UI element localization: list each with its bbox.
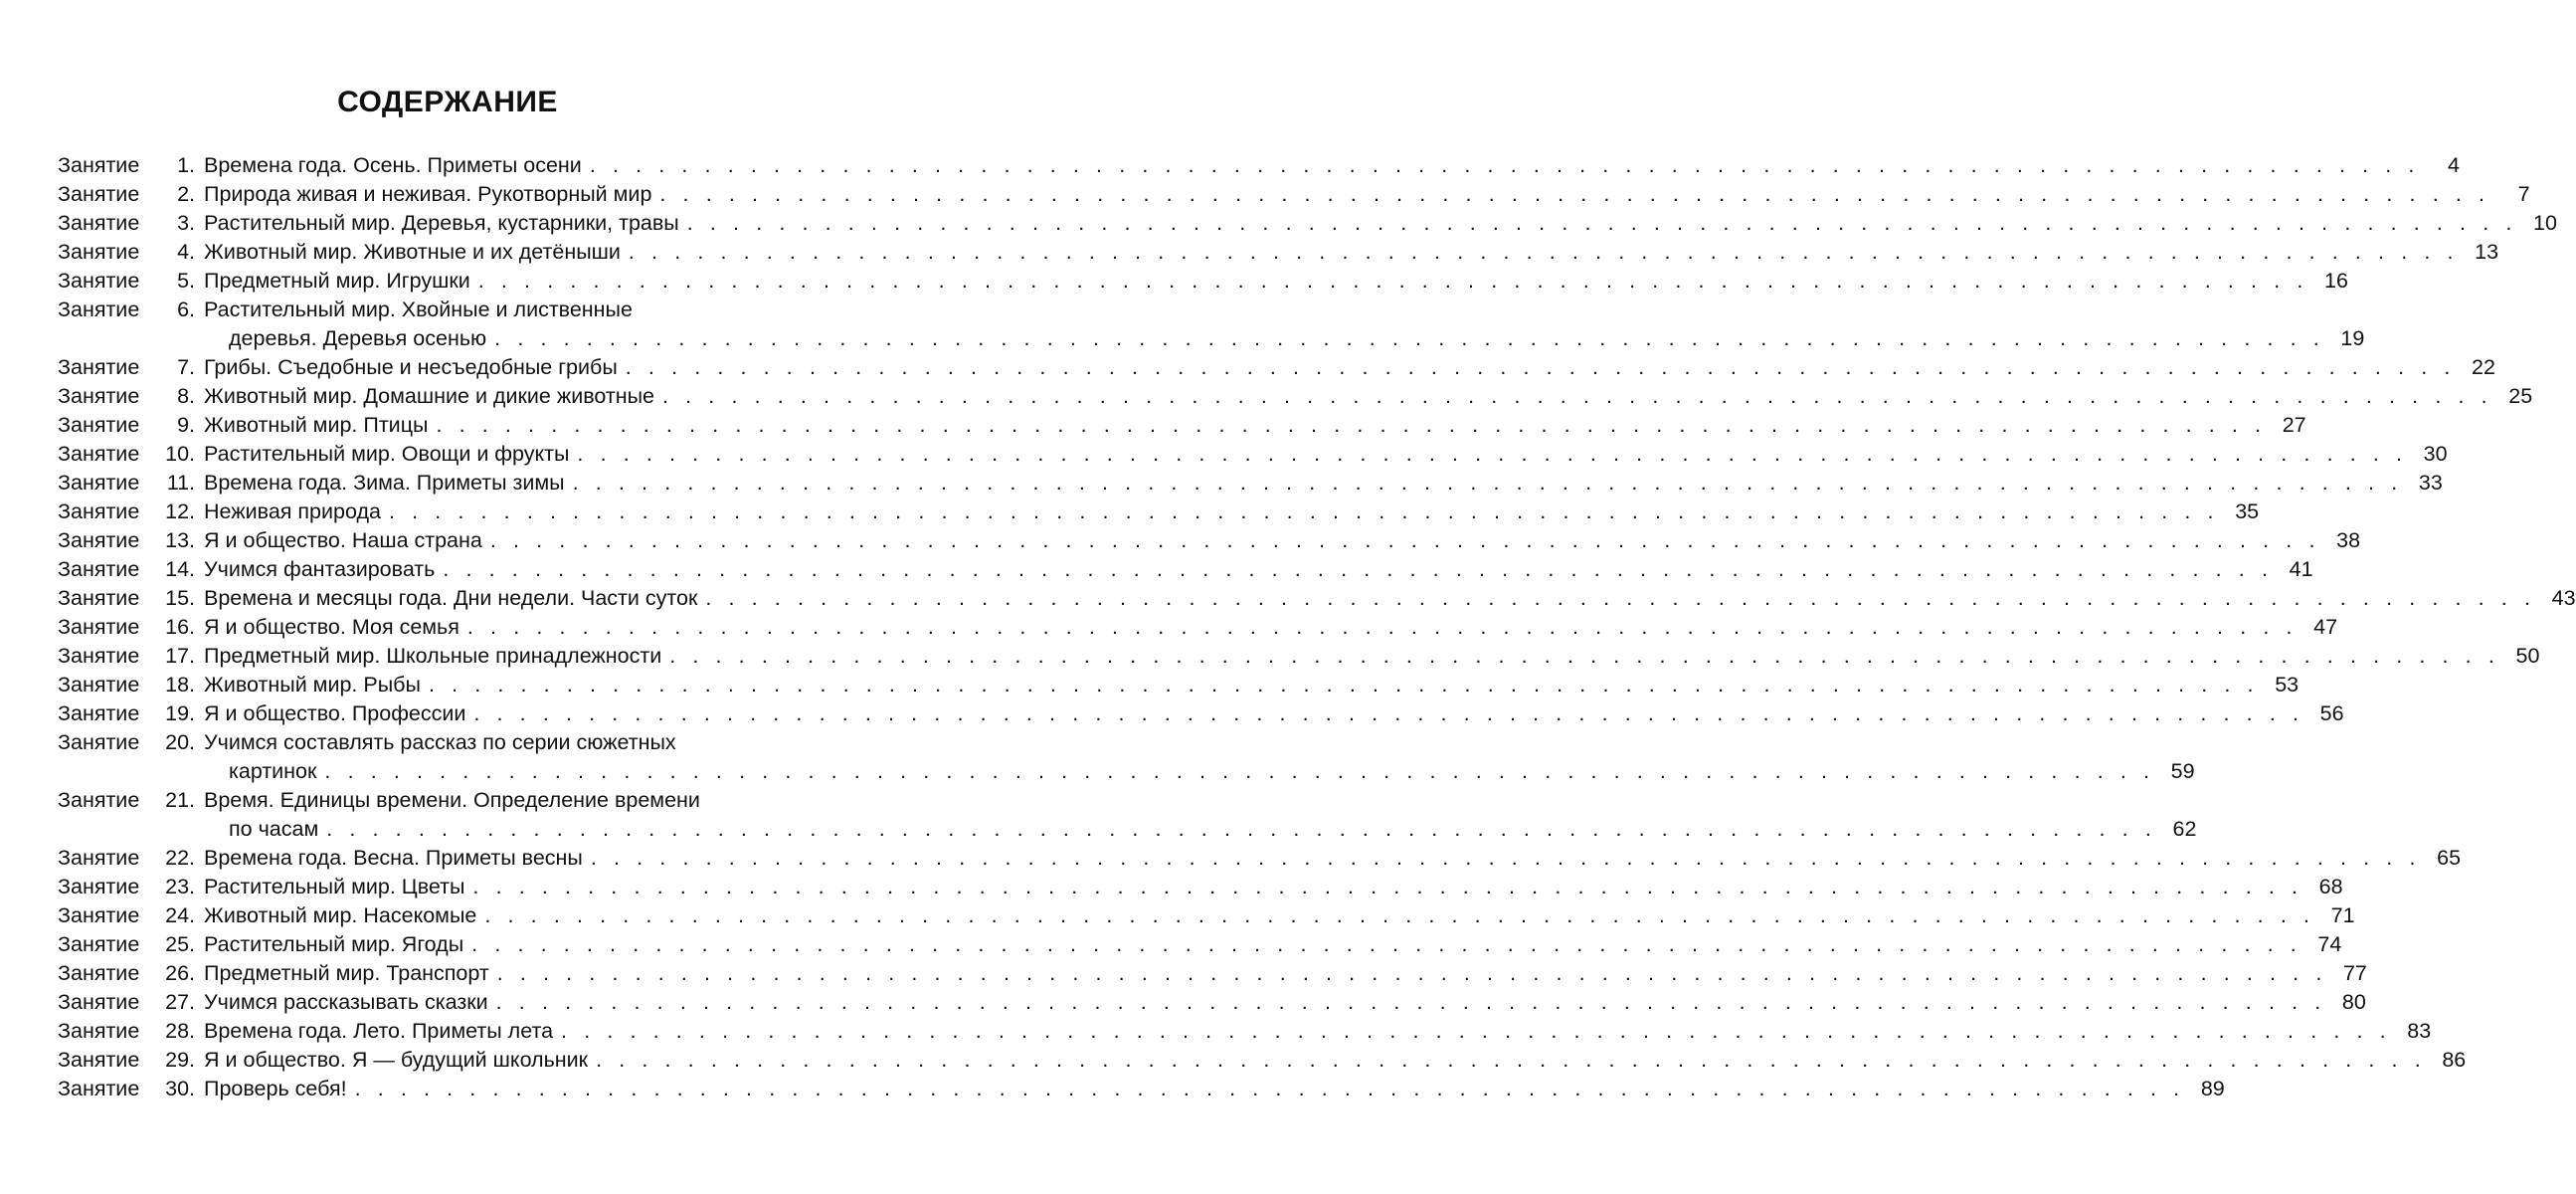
entry-number: 19.	[165, 701, 195, 725]
dot-leader: . . . . . . . . . . . . . . . . . . . . . . . . . . . . . . . . . . . . . . . . . . . . . . . . . . . . . . . . . . . . . . . . . . . . . . . . . . . . . . . .	[628, 240, 2460, 264]
entry-number: 22.	[165, 846, 195, 870]
entry-label: Занятие	[58, 730, 140, 754]
toc-entry	[58, 1075, 2225, 1103]
entry-number: 23.	[165, 875, 195, 898]
toc-entry	[58, 353, 2495, 382]
entry-page-number: 10	[2533, 211, 2557, 235]
entry-title: Времена и месяцы года. Дни недели. Части суток	[204, 586, 698, 610]
entry-label: Занятие	[58, 182, 140, 206]
toc-entry	[58, 844, 2462, 873]
entry-page-number: 50	[2515, 644, 2540, 668]
entry-number: 24.	[165, 903, 195, 927]
entry-label: Занятие	[58, 932, 140, 956]
entry-title: по часам	[229, 817, 319, 841]
dot-leader: . . . . . . . . . . . . . . . . . . . . . . . . . . . . . . . . . . . . . . . . . . . . . . . . . . . . . . . . . . . . . . . . . . . . . . . . . . . . . . . .	[669, 644, 2500, 668]
dot-leader: . . . . . . . . . . . . . . . . . . . . . . . . . . . . . . . . . . . . . . . . . . . . . . . . . . . . . . . . . . . . . . . . . . . . . . . . . . . . . . . .	[686, 211, 2517, 235]
entry-label: Занятие	[58, 269, 140, 293]
entry-label: Занятие	[58, 701, 140, 725]
entry-label: Занятие	[58, 673, 140, 696]
entry-title: Предметный мир. Игрушки	[204, 269, 470, 293]
entry-label: Занятие	[58, 557, 140, 581]
entry-page-number: 7	[2517, 182, 2530, 206]
entry-label: Занятие	[58, 298, 140, 321]
dot-leader: . . . . . . . . . . . . . . . . . . . . . . . . . . . . . . . . . . . . . . . . . . . . . . . . . . . . . . . . . . . . . . . . . . . . . . . . . . . . . . . .	[443, 557, 2274, 581]
entry-page-number: 47	[2313, 615, 2338, 639]
dot-leader: . . . . . . . . . . . . . . . . . . . . . . . . . . . . . . . . . . . . . . . . . . . . . . . . . . . . . . . . . . . . . . . . . . . . . . . . . . . . . . . .	[625, 355, 2456, 379]
entry-page-number: 68	[2318, 875, 2343, 898]
entry-page-number: 71	[2330, 903, 2355, 927]
dot-leader: . . . . . . . . . . . . . . . . . . . . . . . . . . . . . . . . . . . . . . . . . . . . . . . . . . . . . . . . . . . . . . . . . . . . . . . . . . . . . . . .	[324, 759, 2155, 783]
entry-title: Животный мир. Насекомые	[204, 903, 477, 927]
entry-page-number: 19	[2340, 326, 2365, 350]
page-title: СОДЕРЖАНИЕ	[337, 86, 558, 118]
toc-entry	[58, 728, 837, 757]
toc-entry	[58, 296, 837, 324]
entry-number: 21.	[165, 788, 195, 812]
entry-title: картинок	[229, 759, 317, 783]
toc-entry	[58, 786, 837, 815]
entry-label: Занятие	[58, 211, 140, 235]
entry-label: Занятие	[58, 903, 140, 927]
entry-label: Занятие	[58, 413, 140, 437]
dot-leader: . . . . . . . . . . . . . . . . . . . . . . . . . . . . . . . . . . . . . . . . . . . . . . . . . . . . . . . . . . . . . . . . . . . . . . . . . . . . . . . .	[436, 413, 2267, 437]
entry-title: Я и общество. Моя семья	[204, 615, 460, 639]
entry-number: 12.	[165, 499, 195, 523]
toc-entry-continuation	[58, 324, 2365, 353]
entry-title: Неживая природа	[204, 499, 381, 523]
entry-title: Животный мир. Рыбы	[204, 673, 421, 696]
entry-title: Растительный мир. Овощи и фрукты	[204, 442, 570, 466]
toc-entry-continuation	[58, 815, 2197, 844]
entry-page-number: 65	[2437, 846, 2462, 870]
entry-label: Занятие	[58, 875, 140, 898]
entry-title: Животный мир. Птицы	[204, 413, 429, 437]
entry-number: 14.	[165, 557, 195, 581]
entry-number: 28.	[165, 1019, 195, 1043]
entry-label: Занятие	[58, 990, 140, 1014]
entry-title: Время. Единицы времени. Определение времени	[204, 788, 700, 812]
entry-number: 16.	[165, 615, 195, 639]
dot-leader: . . . . . . . . . . . . . . . . . . . . . . . . . . . . . . . . . . . . . . . . . . . . . . . . . . . . . . . . . . . . . . . . . . . . . . . . . . . . . . . .	[705, 586, 2536, 610]
toc-entry	[58, 699, 2344, 728]
entry-title: Я и общество. Я — будущий школьник	[204, 1048, 589, 1072]
dot-leader: . . . . . . . . . . . . . . . . . . . . . . . . . . . . . . . . . . . . . . . . . . . . . . . . . . . . . . . . . . . . . . . . . . . . . . . . . . . . . . . .	[354, 1077, 2185, 1100]
toc-entry	[58, 873, 2343, 901]
entry-label: Занятие	[58, 355, 140, 379]
entry-label: Занятие	[58, 499, 140, 523]
entry-label: Занятие	[58, 384, 140, 408]
table-of-contents	[58, 151, 2576, 1103]
entry-title: Я и общество. Наша страна	[204, 528, 482, 552]
entry-page-number: 13	[2475, 240, 2499, 264]
entry-number: 5.	[177, 269, 195, 293]
toc-entry	[58, 440, 2448, 469]
entry-label: Занятие	[58, 615, 140, 639]
entry-page-number: 56	[2319, 701, 2344, 725]
toc-entry	[58, 238, 2499, 267]
entry-label: Занятие	[58, 153, 140, 177]
entry-title: Грибы. Съедобные и несъедобные грибы	[204, 355, 618, 379]
entry-page-number: 59	[2170, 759, 2195, 783]
entry-page-number: 25	[2508, 384, 2533, 408]
toc-entry	[58, 959, 2367, 988]
entry-page-number: 33	[2418, 471, 2443, 495]
dot-leader: . . . . . . . . . . . . . . . . . . . . . . . . . . . . . . . . . . . . . . . . . . . . . . . . . . . . . . . . . . . . . . . . . . . . . . . . . . . . . . . .	[484, 903, 2315, 927]
entry-label: Занятие	[58, 961, 140, 985]
entry-page-number: 77	[2342, 961, 2367, 985]
toc-entry	[58, 901, 2355, 930]
toc-entry-continuation	[58, 757, 2195, 786]
entry-label: Занятие	[58, 586, 140, 610]
entry-page-number: 86	[2442, 1048, 2467, 1072]
dot-leader: . . . . . . . . . . . . . . . . . . . . . . . . . . . . . . . . . . . . . . . . . . . . . . . . . . . . . . . . . . . . . . . . . . . . . . . . . . . . . . . .	[572, 471, 2403, 495]
toc-entry	[58, 671, 2300, 699]
dot-leader: . . . . . . . . . . . . . . . . . . . . . . . . . . . . . . . . . . . . . . . . . . . . . . . . . . . . . . . . . . . . . . . . . . . . . . . . . . . . . . . .	[596, 1048, 2427, 1072]
entry-page-number: 4	[2448, 153, 2460, 177]
dot-leader: . . . . . . . . . . . . . . . . . . . . . . . . . . . . . . . . . . . . . . . . . . . . . . . . . . . . . . . . . . . . . . . . . . . . . . . . . . . . . . . .	[659, 182, 2490, 206]
dot-leader: . . . . . . . . . . . . . . . . . . . . . . . . . . . . . . . . . . . . . . . . . . . . . . . . . . . . . . . . . . . . . . . . . . . . . . . . . . . . . . . .	[326, 817, 2157, 841]
entry-number: 29.	[165, 1048, 195, 1072]
entry-title: Времена года. Весна. Приметы весны	[204, 846, 583, 870]
entry-number: 6.	[177, 298, 195, 321]
entry-title: Учимся составлять рассказ по серии сюжетных	[204, 730, 676, 754]
entry-number: 26.	[165, 961, 195, 985]
toc-entry	[58, 555, 2313, 584]
entry-number: 13.	[165, 528, 195, 552]
dot-leader: . . . . . . . . . . . . . . . . . . . . . . . . . . . . . . . . . . . . . . . . . . . . . . . . . . . . . . . . . . . . . . . . . . . . . . . . . . . . . . . .	[472, 875, 2303, 898]
toc-entry	[58, 613, 2338, 642]
toc-entry	[58, 584, 2576, 613]
entry-label: Занятие	[58, 528, 140, 552]
entry-title: Предметный мир. Транспорт	[204, 961, 489, 985]
toc-entry	[58, 382, 2533, 411]
dot-leader: . . . . . . . . . . . . . . . . . . . . . . . . . . . . . . . . . . . . . . . . . . . . . . . . . . . . . . . . . . . . . . . . . . . . . . . . . . . . . . . .	[466, 615, 2299, 639]
toc-entry	[58, 930, 2342, 959]
dot-leader: . . . . . . . . . . . . . . . . . . . . . . . . . . . . . . . . . . . . . . . . . . . . . . . . . . . . . . . . . . . . . . . . . . . . . . . . . . . . . . . .	[589, 153, 2420, 177]
toc-entry	[58, 1017, 2432, 1046]
entry-page-number: 16	[2324, 269, 2348, 293]
entry-number: 8.	[177, 384, 195, 408]
entry-number: 20.	[165, 730, 195, 754]
dot-leader: . . . . . . . . . . . . . . . . . . . . . . . . . . . . . . . . . . . . . . . . . . . . . . . . . . . . . . . . . . . . . . . . . . . . . . . . . . . . . . . .	[489, 528, 2321, 552]
entry-title: Растительный мир. Хвойные и лиственные	[204, 298, 633, 321]
entry-page-number: 83	[2407, 1019, 2432, 1043]
dot-leader: . . . . . . . . . . . . . . . . . . . . . . . . . . . . . . . . . . . . . . . . . . . . . . . . . . . . . . . . . . . . . . . . . . . . . . . . . . . . . . . .	[495, 990, 2326, 1014]
entry-number: 30.	[165, 1077, 195, 1100]
entry-page-number: 53	[2275, 673, 2300, 696]
entry-label: Занятие	[58, 846, 140, 870]
entry-title: деревья. Деревья осенью	[229, 326, 487, 350]
entry-page-number: 38	[2336, 528, 2361, 552]
dot-leader: . . . . . . . . . . . . . . . . . . . . . . . . . . . . . . . . . . . . . . . . . . . . . . . . . . . . . . . . . . . . . . . . . . . . . . . . . . . . . . . .	[471, 932, 2302, 956]
dot-leader: . . . . . . . . . . . . . . . . . . . . . . . . . . . . . . . . . . . . . . . . . . . . . . . . . . . . . . . . . . . . . . . . . . . . . . . . . . . . . . . .	[494, 326, 2325, 350]
entry-page-number: 89	[2200, 1077, 2225, 1100]
toc-entry	[58, 988, 2366, 1017]
entry-number: 27.	[165, 990, 195, 1014]
entry-label: Занятие	[58, 1077, 140, 1100]
entry-page-number: 35	[2235, 499, 2260, 523]
entry-label: Занятие	[58, 240, 140, 264]
dot-leader: . . . . . . . . . . . . . . . . . . . . . . . . . . . . . . . . . . . . . . . . . . . . . . . . . . . . . . . . . . . . . . . . . . . . . . . . . . . . . . . .	[477, 269, 2308, 293]
entry-title: Растительный мир. Деревья, кустарники, травы	[204, 211, 679, 235]
entry-title: Учимся рассказывать сказки	[204, 990, 488, 1014]
dot-leader: . . . . . . . . . . . . . . . . . . . . . . . . . . . . . . . . . . . . . . . . . . . . . . . . . . . . . . . . . . . . . . . . . . . . . . . . . . . . . . . .	[496, 961, 2327, 985]
entry-number: 25.	[165, 932, 195, 956]
dot-leader: . . . . . . . . . . . . . . . . . . . . . . . . . . . . . . . . . . . . . . . . . . . . . . . . . . . . . . . . . . . . . . . . . . . . . . . . . . . . . . . .	[577, 442, 2408, 466]
toc-entry	[58, 180, 2530, 209]
entry-label: Занятие	[58, 644, 140, 668]
entry-number: 18.	[165, 673, 195, 696]
entry-number: 4.	[177, 240, 195, 264]
dot-leader: . . . . . . . . . . . . . . . . . . . . . . . . . . . . . . . . . . . . . . . . . . . . . . . . . . . . . . . . . . . . . . . . . . . . . . . . . . . . . . . .	[388, 499, 2220, 523]
dot-leader: . . . . . . . . . . . . . . . . . . . . . . . . . . . . . . . . . . . . . . . . . . . . . . . . . . . . . . . . . . . . . . . . . . . . . . . . . . . . . . . .	[590, 846, 2422, 870]
dot-leader: . . . . . . . . . . . . . . . . . . . . . . . . . . . . . . . . . . . . . . . . . . . . . . . . . . . . . . . . . . . . . . . . . . . . . . . . . . . . . . . .	[662, 384, 2493, 408]
entry-number: 11.	[166, 471, 195, 495]
entry-title: Времена года. Осень. Приметы осени	[204, 153, 582, 177]
entry-page-number: 22	[2472, 355, 2495, 379]
entry-page-number: 43	[2551, 586, 2576, 610]
entry-number: 3.	[177, 211, 195, 235]
entry-title: Животный мир. Животные и их детёныши	[204, 240, 621, 264]
dot-leader: . . . . . . . . . . . . . . . . . . . . . . . . . . . . . . . . . . . . . . . . . . . . . . . . . . . . . . . . . . . . . . . . . . . . . . . . . . . . . . . .	[561, 1019, 2392, 1043]
toc-entry	[58, 498, 2260, 526]
entry-label: Занятие	[58, 788, 140, 812]
entry-title: Времена года. Зима. Приметы зимы	[204, 471, 565, 495]
entry-title: Предметный мир. Школьные принадлежности	[204, 644, 662, 668]
entry-label: Занятие	[58, 1048, 140, 1072]
dot-leader: . . . . . . . . . . . . . . . . . . . . . . . . . . . . . . . . . . . . . . . . . . . . . . . . . . . . . . . . . . . . . . . . . . . . . . . . . . . . . . . .	[473, 701, 2304, 725]
entry-number: 2.	[177, 182, 195, 206]
entry-number: 9.	[177, 413, 195, 437]
entry-number: 1.	[177, 153, 195, 177]
entry-page-number: 30	[2423, 442, 2448, 466]
entry-title: Животный мир. Домашние и дикие животные	[204, 384, 655, 408]
toc-entry	[58, 209, 2557, 238]
toc-entry	[58, 526, 2361, 555]
entry-title: Проверь себя!	[204, 1077, 347, 1100]
entry-number: 10.	[165, 442, 195, 466]
entry-label: Занятие	[58, 442, 140, 466]
toc-entry	[58, 267, 2348, 296]
toc-entry	[58, 1046, 2467, 1075]
toc-entry	[58, 642, 2540, 671]
entry-label: Занятие	[58, 1019, 140, 1043]
toc-entry	[58, 411, 2306, 440]
entry-number: 17.	[165, 644, 195, 668]
entry-page-number: 80	[2341, 990, 2366, 1014]
entry-title: Растительный мир. Цветы	[204, 875, 465, 898]
entry-title: Я и общество. Профессии	[204, 701, 466, 725]
entry-number: 7.	[177, 355, 195, 379]
toc-entry	[58, 151, 2460, 180]
entry-title: Времена года. Лето. Приметы лета	[204, 1019, 554, 1043]
entry-page-number: 27	[2282, 413, 2306, 437]
entry-title: Учимся фантазировать	[204, 557, 436, 581]
entry-page-number: 41	[2289, 557, 2313, 581]
entry-page-number: 62	[2172, 817, 2197, 841]
toc-entry	[58, 469, 2443, 498]
dot-leader: . . . . . . . . . . . . . . . . . . . . . . . . . . . . . . . . . . . . . . . . . . . . . . . . . . . . . . . . . . . . . . . . . . . . . . . . . . . . . . . .	[428, 673, 2260, 696]
entry-page-number: 74	[2317, 932, 2342, 956]
entry-title: Природа живая и неживая. Рукотворный мир	[204, 182, 652, 206]
entry-number: 15.	[165, 586, 195, 610]
entry-title: Растительный мир. Ягоды	[204, 932, 464, 956]
entry-label: Занятие	[58, 471, 140, 495]
